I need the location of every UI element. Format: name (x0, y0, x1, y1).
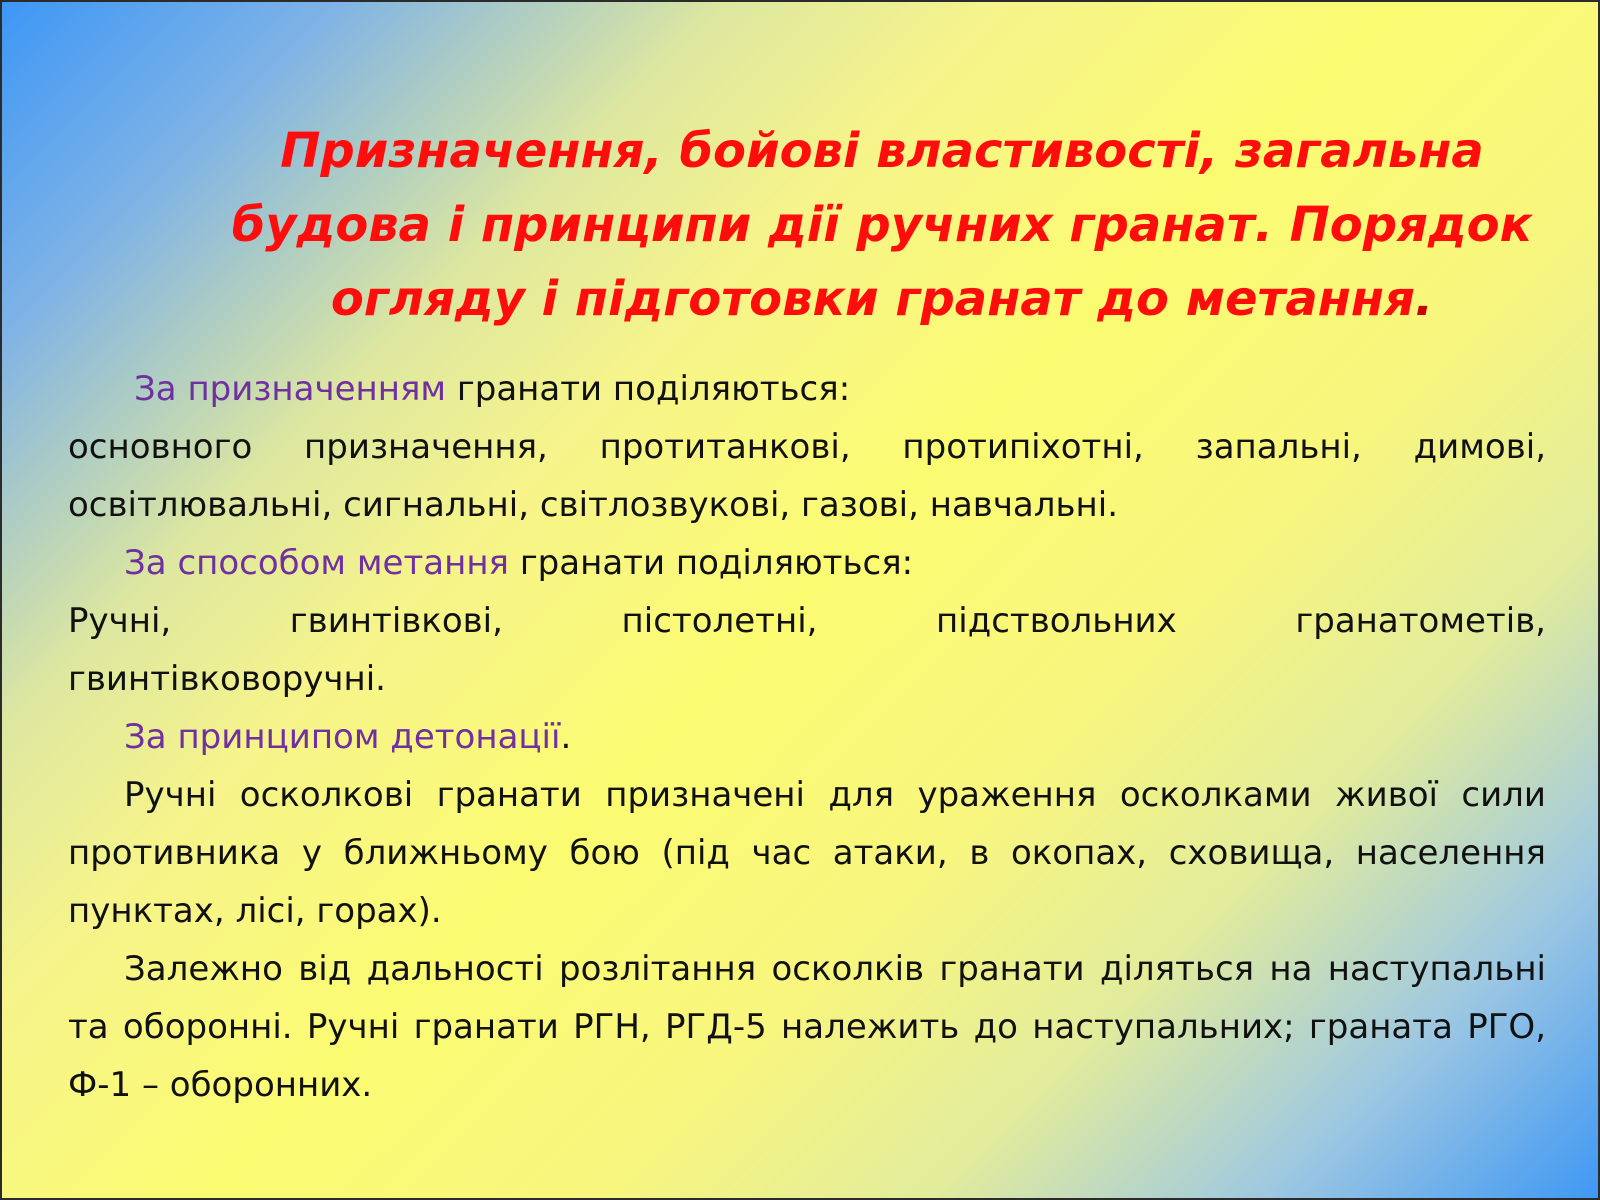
accent-by-throwing-method: За способом метання (124, 543, 510, 583)
slide-title-period: . (1414, 271, 1434, 327)
paragraph-detonation-heading (68, 708, 1546, 766)
slide-title (222, 114, 1542, 336)
slide-title-text: Призначення, бойові властивості, загальна будова і принципи дії ручних гранат. Порядок огляду і підготовки гранат до метання (231, 123, 1533, 327)
paragraph-detonation-period: . (560, 717, 572, 757)
paragraph-purpose-list: основного призначення, протитанкові, протипіхотні, запальні, димові, освітлювальні, сигнальні, світлозвукові, газові, навчальні. (68, 427, 1546, 525)
paragraph-throwing-list-line1: Ручні, гвинтівкові, пістолетні, підствольних гранатометів, (68, 601, 1546, 641)
paragraph-throwing-heading-text: гранати поділяються: (509, 543, 914, 583)
paragraph-throwing-heading (68, 534, 1546, 592)
paragraph-offensive-defensive: Залежно від дальності розлітання осколків гранати діляться на наступальні та оборонні. Ручні гранати РГН, РГД-5 належить до наступальних; граната РГО, Ф-1 – оборонних. (68, 949, 1546, 1105)
accent-by-purpose: За призначенням (134, 369, 447, 409)
paragraph-purpose-heading (68, 360, 1546, 418)
slide-body (68, 360, 1546, 1114)
paragraph-purpose-heading-text: гранати поділяються: (446, 369, 851, 409)
paragraph-fragmentation: Ручні осколкові гранати призначені для ураження осколками живої сили противника у ближньому бою (під час атаки, в окопах, сховища, населення пунктах, лісі, горах). (68, 775, 1546, 931)
paragraph-throwing-list-line2: гвинтівковоручні. (68, 659, 386, 699)
accent-by-detonation: За принципом детонації (124, 717, 561, 757)
